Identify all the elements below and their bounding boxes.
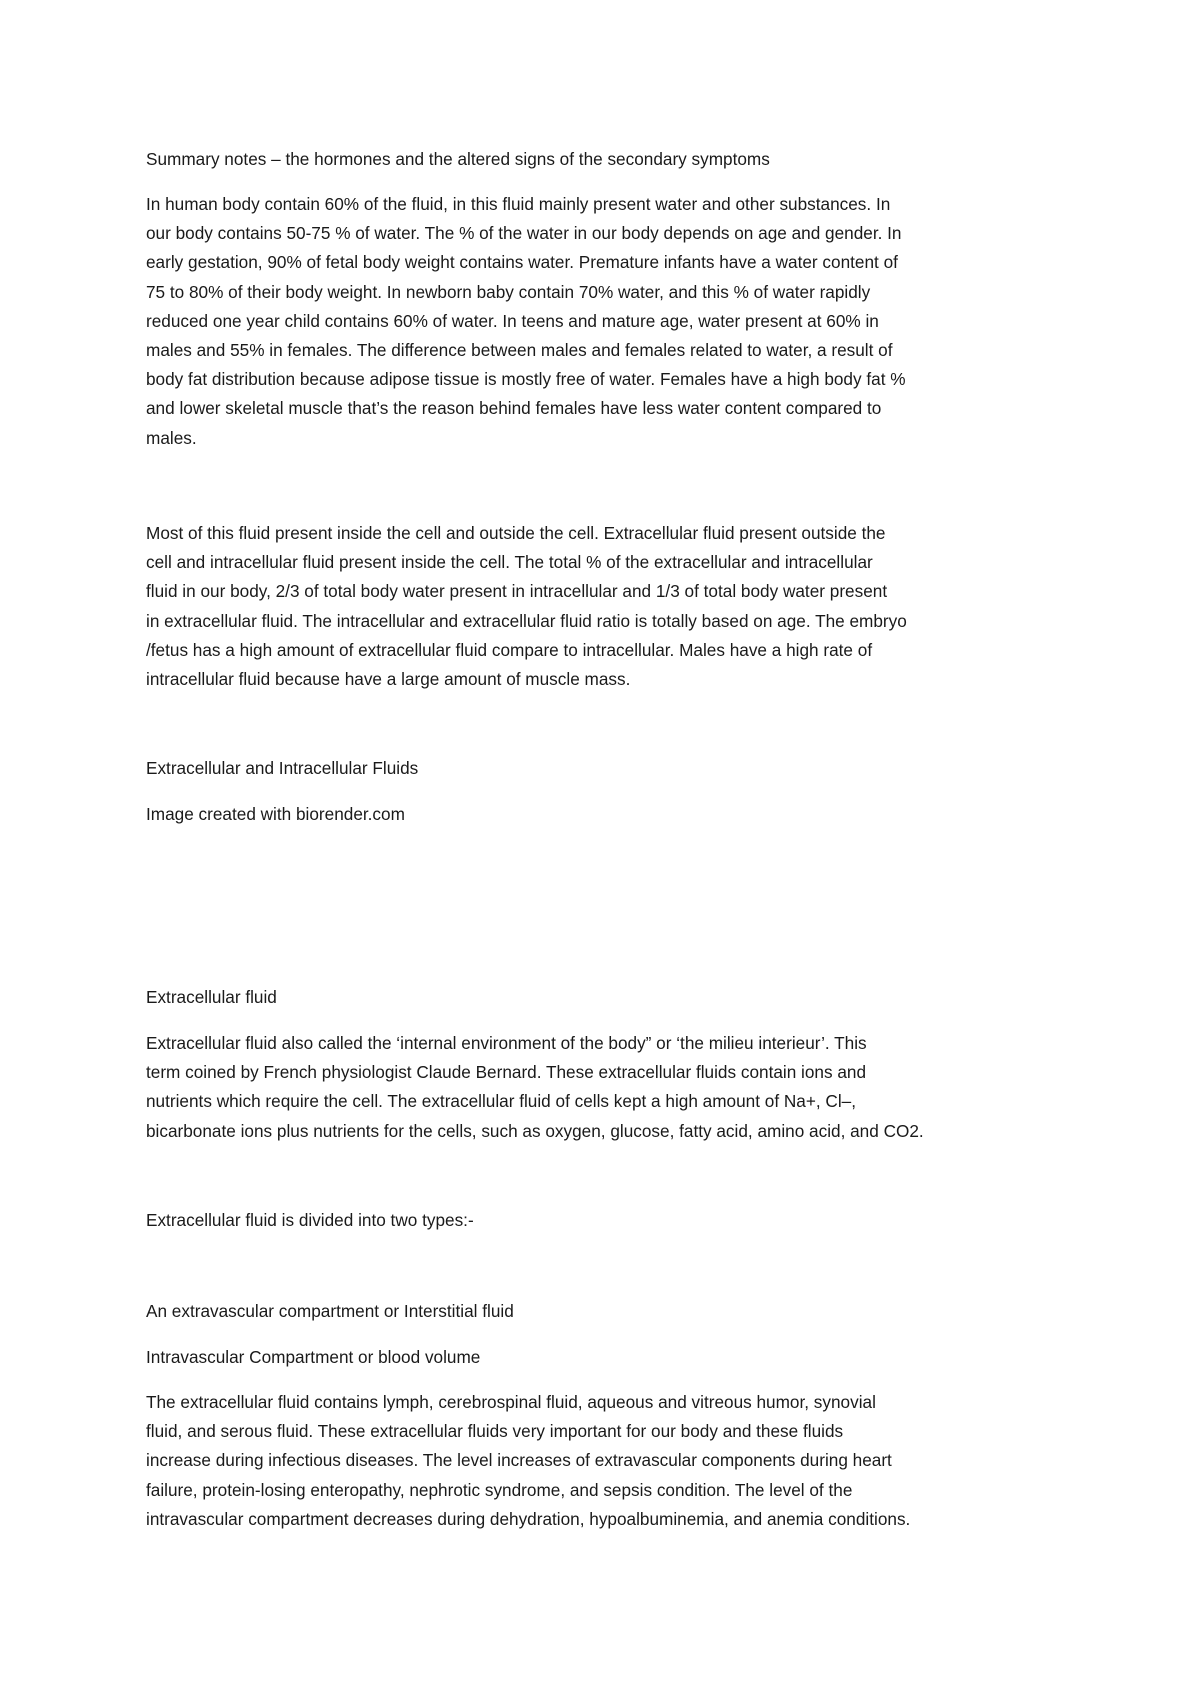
section-heading xyxy=(146,983,1076,1012)
paragraph-line: and lower skeletal muscle that’s the reason behind females have less water content compared to xyxy=(146,398,882,419)
paragraph-line: In human body contain 60% of the fluid, in this fluid mainly present water and other substances. In xyxy=(146,194,891,214)
paragraph-line: fluid, and serous fluid. These extracellular fluids very important for our body and these fluids xyxy=(146,1421,844,1442)
caption-text: Extracellular and Intracellular Fluids xyxy=(146,758,419,778)
paragraph-extracellular-components xyxy=(146,1388,1076,1534)
paragraph-line: The extracellular fluid contains lymph, cerebrospinal fluid, aqueous and vitreous humor, synovial xyxy=(146,1392,876,1412)
paragraph-line: /fetus has a high amount of extracellular fluid compare to intracellular. Males have a high rate of xyxy=(146,639,873,660)
title-text: Summary notes – the hormones and the altered signs of the secondary symptoms xyxy=(146,149,770,169)
paragraph-line: Most of this fluid present inside the cell and outside the cell. Extracellular fluid present outside the xyxy=(146,523,886,543)
type-item-1 xyxy=(146,1297,1076,1326)
paragraph-line: 75 to 80% of their body weight. In newborn baby contain 70% water, and this % of water rapidly xyxy=(146,281,871,302)
paragraph-line: bicarbonate ions plus nutrients for the cells, such as oxygen, glucose, fatty acid, amino acid, and CO2. xyxy=(146,1120,924,1141)
paragraph-fluid-distribution xyxy=(146,519,1076,694)
document-title xyxy=(146,145,1076,174)
paragraph-line: our body contains 50-75 % of water. The % of the water in our body depends on age and gender. In xyxy=(146,223,902,244)
paragraph-body-water xyxy=(146,190,1076,453)
paragraph-line: males and 55% in females. The difference between males and females related to water, a result of xyxy=(146,340,893,361)
paragraph-line: males. xyxy=(146,427,197,448)
paragraph-line: intravascular compartment decreases during dehydration, hypoalbuminemia, and anemia conditions. xyxy=(146,1508,911,1529)
paragraph-line: reduced one year child contains 60% of water. In teens and mature age, water present at 60% in xyxy=(146,310,879,331)
figure-caption xyxy=(146,754,1076,783)
credit-text: Image created with biorender.com xyxy=(146,804,405,824)
paragraph-line: nutrients which require the cell. The extracellular fluid of cells kept a high amount of Na+, Cl–, xyxy=(146,1091,856,1112)
heading-text: Extracellular fluid xyxy=(146,987,277,1007)
paragraph-line: body fat distribution because adipose tissue is mostly free of water. Females have a high body fat % xyxy=(146,369,906,390)
paragraph-line: failure, protein-losing enteropathy, nephrotic syndrome, and sepsis condition. The level of the xyxy=(146,1479,853,1500)
image-credit xyxy=(146,800,1076,829)
paragraph-line: intracellular fluid because have a large amount of muscle mass. xyxy=(146,669,631,690)
paragraph-line: early gestation, 90% of fetal body weight contains water. Premature infants have a water content of xyxy=(146,252,898,273)
paragraph-line: term coined by French physiologist Claude Bernard. These extracellular fluids contain ions and xyxy=(146,1062,867,1083)
types-intro xyxy=(146,1206,1076,1235)
paragraph-line: fluid in our body, 2/3 of total body water present in intracellular and 1/3 of total body water present xyxy=(146,581,888,602)
paragraph-line: in extracellular fluid. The intracellular and extracellular fluid ratio is totally based on age. The embryo xyxy=(146,610,907,631)
paragraph-line: Extracellular fluid also called the ‘internal environment of the body” or ‘the milieu interieur’. This xyxy=(146,1033,867,1053)
paragraph-line: increase during infectious diseases. The level increases of extravascular components during heart xyxy=(146,1450,892,1471)
paragraph-line: cell and intracellular fluid present inside the cell. The total % of the extracellular and intracellular xyxy=(146,552,873,573)
type-item-text: An extravascular compartment or Interstitial fluid xyxy=(146,1301,514,1321)
types-intro-text: Extracellular fluid is divided into two types:- xyxy=(146,1210,474,1230)
paragraph-extracellular xyxy=(146,1029,1076,1146)
type-item-2 xyxy=(146,1343,1076,1372)
type-item-text: Intravascular Compartment or blood volume xyxy=(146,1347,481,1367)
